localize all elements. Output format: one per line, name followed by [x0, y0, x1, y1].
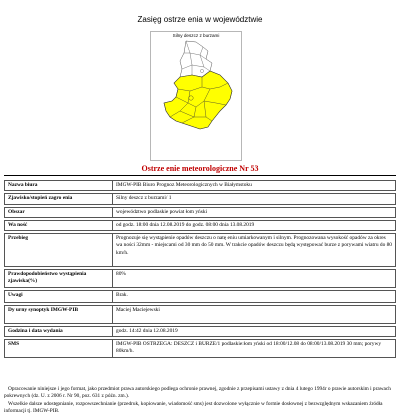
row-value: godz. 14:42 dnia 12.08.2019: [113, 326, 396, 336]
table-row: [5, 194, 396, 204]
voivodeship-map: [150, 31, 242, 161]
table-row: [5, 270, 396, 288]
row-label: Godzina i data wydania: [5, 326, 113, 336]
table-row: [5, 290, 396, 302]
row-value: Silny deszcz z burzami/ 1: [113, 194, 396, 204]
row-label: Wa ność: [5, 220, 113, 230]
warning-title: Ostrze enie meteorologiczne Nr 53: [141, 164, 259, 173]
row-label: Zjawisko/stopień zagro enia: [5, 194, 113, 204]
row-label: Przebieg: [5, 234, 113, 267]
table-row: [5, 326, 396, 336]
row-label: Dy urny synoptyk IMGW-PIB: [5, 305, 113, 323]
row-value: Maciej Maciejewski: [113, 305, 396, 323]
table-row: [5, 207, 396, 217]
map-caption: Silny deszcz z burzami: [172, 33, 220, 38]
table-row: [5, 305, 396, 323]
row-value: województwo podlaskie powiat łom yński: [113, 207, 396, 217]
page-title: Zasięg ostrze enia w województwie: [137, 15, 263, 24]
row-value: IMGW-PIB OSTRZEGA: DESZCZ i BURZE/1 podlaskie:łom yński od 18:00/12.08 do 08:00/13.08.2019 30 mm; porywy 80km/h.: [113, 340, 396, 358]
row-value: 80%: [113, 270, 396, 288]
table-row: [5, 220, 396, 230]
row-label: Uwagi: [5, 290, 113, 302]
row-label: Nazwa biura: [5, 181, 113, 191]
table-row: [5, 234, 396, 267]
warning-details-table: [4, 180, 396, 358]
row-value: Prognozuje się wystąpienie opadów deszczu o natę eniu umiarkowanym i silnym. Prognozowana wysokość opadów za okres wa ności 32mm - miejscami od 30 mm do 50 mm. W trakcie opadów deszczu będą występować burze z porywami wiatru do 80 km/h.: [113, 234, 396, 267]
row-value: Brak.: [113, 290, 396, 302]
city-enclave: [189, 96, 193, 100]
row-value: IMGW-PIB Biuro Prognoz Meteorologicznych w Białymstoku: [113, 181, 396, 191]
copyright-footer: [4, 386, 396, 415]
city-enclave: [200, 69, 203, 72]
divider: [4, 175, 396, 176]
table-row: [5, 181, 396, 191]
row-label: SMS: [5, 340, 113, 358]
row-label: Obszar: [5, 207, 113, 217]
row-label: Prawdopodobieństwo wystąpienia zjawiska(%): [5, 270, 113, 288]
footer-paragraph: Wszelkie dalsze udostępnianie, rozpowszechnianie (przedruk, kopiowanie, wiadomość sms) jest dozwolone wyłącznie w formie dosłownej z bezwzględnym wskazaniem źródła informacji tj. IMGW-PIB.: [4, 400, 383, 415]
footer-paragraph: Opracowanie niniejsze i jego format, jako przedmiot prawa autorskiego podlega ochronie prawnej, zgodnie z przepisami ustawy z dnia 4 lutego 1994r o prawie autorskim i prawach pokrewnych (dz. U. z 2006 r. Nr 90, poz. 631 z późn. zm.).: [4, 386, 391, 400]
table-row: [5, 340, 396, 358]
row-value: od godz. 18:00 dnia 12.08.2019 do godz. 08:00 dnia 13.08.2019: [113, 220, 396, 230]
